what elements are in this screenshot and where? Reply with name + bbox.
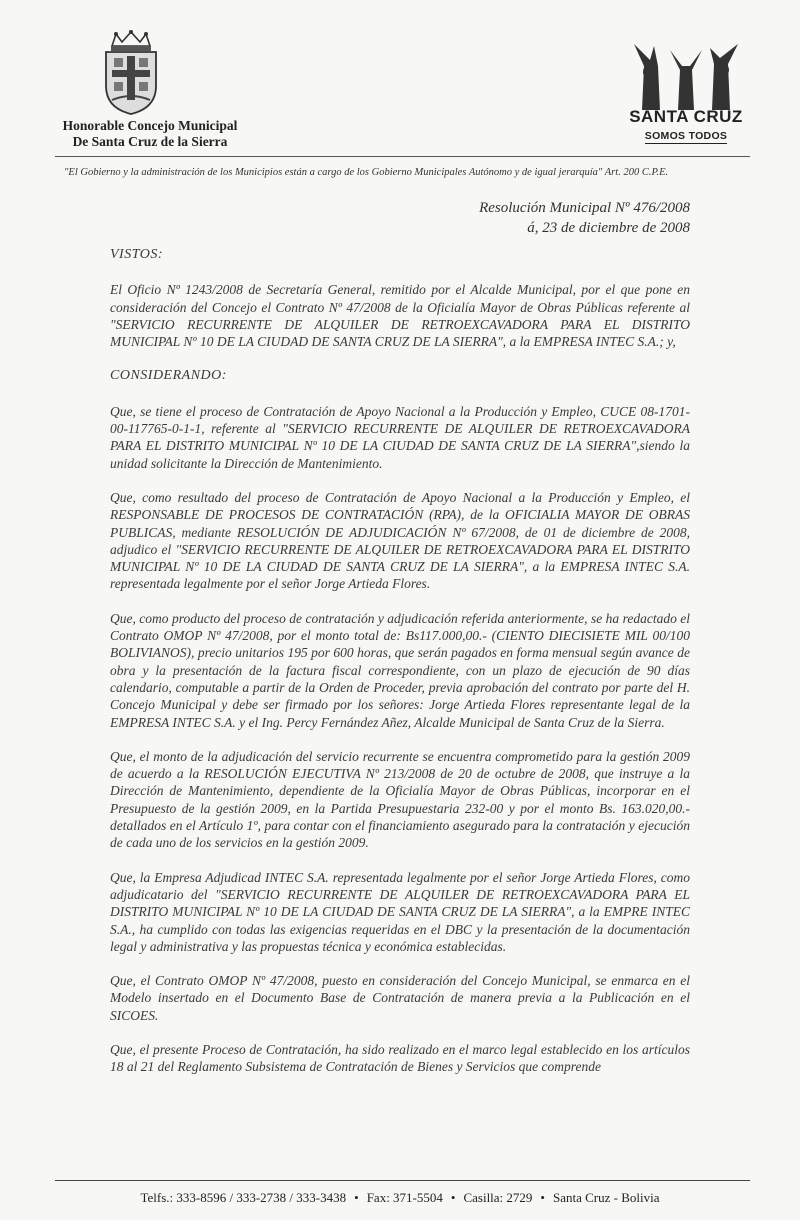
considerando-paragraph: Que, el monto de la adjudicación del servicio recurrente se encuentra comprometido para la gestión 2009 de acuerdo a la RESOLUCIÓN EJECUTIVA Nº 213/2008 de 20 de octubre de 2008, que instruye a la Dirección de Mantenimiento, dependiente de la Oficialía Mayor de Obras Públicas, incorporar en el Presupuesto de la gestión 2009, en la Partida Presupuestaria 232-00 y por el monto Bs. 163.020,00.- detallados en el Artículo 1º, para contar con el financiamiento asegurado para la contratación y ejecución de cada uno de los servicios en la gestión 2009. <box>110 748 690 851</box>
footer-separator: • <box>354 1190 359 1205</box>
footer-separator: • <box>540 1190 545 1205</box>
vistos-heading: VISTOS: <box>110 247 164 262</box>
santa-cruz-people-logo-icon <box>630 40 742 112</box>
considerando-paragraph: Que, como producto del proceso de contratación y adjudicación referida anteriormente, se ha redactado el Contrato OMOP Nº 47/2008, por el monto total de: Bs117.000,00.- (CIENTO DIECISIETE MIL 00/100 BOLIVIANOS), precio unitarios 195 por 600 horas, que serán pagados en forma mensual según avance de obra y la presentación de la factura fiscal correspondiente, con un plazo de ejecución de 90 días calendario, computable a partir de la Orden de Proceder, previa aprobación del contrato por parte del H. Concejo Municipal y debe ser firmado por los señores: Jorge Artieda Flores representante legal de la EMPRESA INTEC S.A. y el Ing. Percy Fernández Añez, Alcalde Municipal de Santa Cruz de la Sierra. <box>110 610 690 730</box>
footer-fax: Fax: 371-5504 <box>366 1190 443 1205</box>
considerando-paragraph: Que, se tiene el proceso de Contratación de Apoyo Nacional a la Producción y Empleo, CUCE 08-1701-00-117765-0-1-1, referente al "SERVICIO RECURRENTE DE ALQUILER DE RETROEXCAVADORA PARA EL DISTRITO MUNICIPAL Nº 10 DE LA CIUDAD DE SANTA CRUZ DE LA SIERRA",siendo la unidad solicitante la Dirección de Mantenimiento. <box>110 403 690 471</box>
document-body <box>110 246 690 1093</box>
considerando-paragraph: Que, el presente Proceso de Contratación, ha sido realizado en el marco legal establecido en los artículos 18 al 21 del Reglamento Subsistema de Contratación de Bienes y Servicios que comprende <box>110 1041 690 1075</box>
constitution-quote: "El Gobierno y la administración de los Municipios están a cargo de los Gobierno Municipales Autónomo y de igual jerarquía" Art. 200 C.P.E. <box>64 167 669 178</box>
letterhead <box>0 0 800 178</box>
footer-divider <box>55 1180 750 1181</box>
municipal-coat-of-arms-icon <box>98 30 164 116</box>
vistos-paragraph: El Oficio Nº 1243/2008 de Secretaría General, remitido por el Alcalde Municipal, por el que pone en consideración del Concejo el Contrato Nº 47/2008 de la Oficialía Mayor de Obras Públicas referente al "SERVICIO RECURRENTE DE ALQUILER DE RETROEXCAVADORA PARA EL DISTRITO MUNICIPAL Nº 10 DE LA CIUDAD DE SANTA CRUZ DE LA SIERRA", a la EMPRESA INTEC S.A.; y, <box>110 282 690 350</box>
footer-phones: Telfs.: 333-8596 / 333-2738 / 333-3438 <box>140 1190 347 1205</box>
concejo-name <box>40 118 260 150</box>
header-divider <box>55 156 750 157</box>
footer-city: Santa Cruz - Bolivia <box>552 1190 660 1205</box>
footer-separator: • <box>450 1190 456 1205</box>
considerando-heading: CONSIDERANDO: <box>110 368 227 384</box>
resolution-heading <box>479 198 690 238</box>
brand-tagline: SOMOS TODOS <box>644 130 728 142</box>
resolution-number: Resolución Municipal Nº 476/2008 <box>479 200 690 216</box>
footer-box: Casilla: 2729 <box>463 1190 533 1205</box>
considerando-paragraph: Que, como resultado del proceso de Contratación de Apoyo Nacional a la Producción y Empleo, el RESPONSABLE DE PROCESOS DE CONTRATACIÓN (RPA), de la OFICIALIA MAYOR DE OBRAS PUBLICAS, mediante RESOLUCIÓN DE ADJUDICACIÓN Nº 67/2008, de 01 de diciembre de 2008, adjudico el "SERVICIO RECURRENTE DE ALQUILER DE RETROEXCAVADORA PARA EL DISTRITO MUNICIPAL Nº 10 DE LA CIUDAD DE SANTA CRUZ DE LA SIERRA", a la EMPRESA INTEC S.A. representada legalmente por el señor Jorge Artieda Flores. <box>110 489 690 592</box>
brand-title: SANTA CRUZ <box>629 107 743 126</box>
considerando-paragraph: Que, el Contrato OMOP Nº 47/2008, puesto en consideración del Concejo Municipal, se enmarca en el Modelo insertado en el Documento Base de Contratación de manera previa a la Publicación en el SICOES. <box>110 973 690 1023</box>
concejo-name-line2: De Santa Cruz de la Sierra <box>72 134 228 149</box>
considerando-paragraph: Que, la Empresa Adjudicad INTEC S.A. representada legalmente por el señor Jorge Artieda Flores, como adjudicatario del "SERVICIO RECURRENTE DE ALQUILER DE RETROEXCAVADORA PARA EL DISTRITO MUNICIPAL Nº 10 DE LA CIUDAD DE SANTA CRUZ DE LA SIERRA", a la EMPRE INTEC S.A., ha cumplido con todas las exigencias requeridas en el DBC y la presentación de la documentación legal y administrativa y las propuestas técnica y económica establecidas. <box>110 869 690 954</box>
concejo-name-line1: Honorable Concejo Municipal <box>62 118 238 133</box>
footer-contact <box>0 1190 800 1206</box>
resolution-date: á, 23 de diciembre de 2008 <box>527 220 690 236</box>
santa-cruz-brand <box>616 108 756 144</box>
